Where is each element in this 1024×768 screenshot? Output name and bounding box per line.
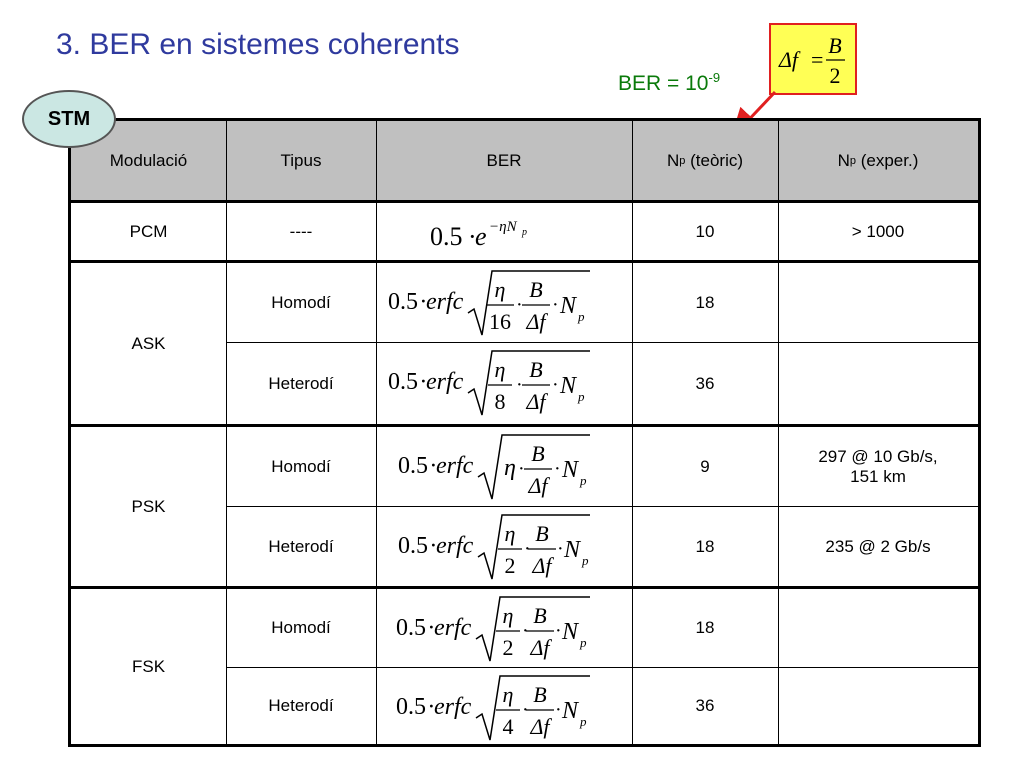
cell-mod-fsk: FSK (131, 656, 166, 676)
formula-dot: · (516, 294, 523, 316)
formula-dot: · (524, 538, 531, 560)
cell-np-teoric-psk-homo: 9 (700, 456, 710, 476)
formula-b: B (533, 682, 547, 707)
formula-eta-den: 2 (504, 553, 516, 578)
formula-coef: 0.5 (396, 615, 426, 641)
delta-f-denominator: 2 (829, 63, 841, 88)
formula-dot: · (552, 374, 559, 396)
formula-eta: η (504, 455, 516, 481)
cell-np-teoric-fsk-homo: 18 (695, 618, 715, 637)
formula-dot: · (518, 458, 525, 480)
delta-f-formula-box (769, 23, 857, 95)
header-np-teoric (632, 121, 778, 200)
formula-dot: · (468, 222, 477, 251)
formula-fn: ·erfc (420, 369, 464, 395)
cell-np-teoric-psk-hetero: 18 (695, 536, 715, 556)
formula-n: N (562, 619, 579, 645)
cell-np-teoric-ask-homo: 18 (695, 292, 715, 312)
np-teoric-sub: p (679, 154, 686, 167)
cell-np-teoric-pcm: 10 (695, 221, 715, 241)
formula-psk-homo (376, 427, 632, 506)
np-exper-line1: 297 @ 10 Gb/s, (818, 446, 938, 466)
cell-tipus-psk-homo: Homodí (271, 456, 331, 476)
formula-dot: · (555, 699, 562, 721)
formula-p: p (580, 635, 587, 650)
formula-coef: 0.5 (430, 222, 463, 251)
np-exper-line2: 151 km (850, 466, 906, 486)
cell-np-exper-ask-hetero (778, 343, 978, 424)
formula-b: B (529, 277, 543, 302)
cell-np-exper-fsk-hetero (778, 668, 978, 744)
cell-tipus-psk-hetero: Heterodí (268, 536, 334, 556)
formula-ask-hetero (376, 343, 632, 424)
formula-n: N (562, 698, 579, 724)
formula-fn: ·erfc (430, 533, 474, 559)
cell-mod-pcm: PCM (129, 221, 168, 241)
cell-np-teoric-fsk-hetero: 36 (695, 696, 715, 715)
formula-df: Δf (526, 309, 546, 334)
header-tipus: Tipus (280, 150, 322, 170)
cell-tipus-ask-homo: Homodí (271, 292, 331, 312)
formula-df: Δf (526, 389, 546, 414)
formula-p: p (582, 553, 589, 568)
header-ber: BER (486, 150, 522, 170)
cell-tipus-fsk-hetero: Heterodí (268, 696, 334, 715)
formula-n: N (560, 293, 577, 319)
cell-tipus-fsk-homo: Homodí (271, 618, 331, 637)
header-modulacio: Modulació (109, 150, 188, 170)
formula-df: Δf (532, 553, 552, 578)
cell-tipus-pcm: ---- (289, 221, 313, 241)
formula-p: p (580, 473, 587, 488)
cell-np-exper-fsk-homo (778, 589, 978, 667)
formula-psk-hetero (376, 507, 632, 586)
formula-eta-den: 16 (489, 309, 511, 334)
formula-fn: ·erfc (430, 453, 474, 479)
formula-exp: −ηN (489, 219, 517, 235)
formula-fn: ·erfc (428, 694, 472, 720)
formula-coef: 0.5 (388, 289, 418, 315)
formula-dot: · (522, 620, 529, 642)
formula-eta: η (504, 521, 516, 546)
formula-p: p (578, 309, 585, 324)
formula-dot: · (554, 458, 561, 480)
formula-dot: · (555, 620, 562, 642)
formula-b: B (533, 603, 547, 628)
formula-coef: 0.5 (396, 694, 426, 720)
cell-np-teoric-ask-hetero: 36 (695, 373, 715, 393)
header-np-exper (778, 121, 978, 200)
formula-n: N (562, 457, 579, 483)
formula-b: B (531, 441, 545, 466)
cell-tipus-ask-hetero: Heterodí (268, 373, 334, 393)
np-teoric-base: N (666, 150, 680, 170)
formula-b: B (535, 521, 549, 546)
formula-coef: 0.5 (388, 369, 418, 395)
formula-coef: 0.5 (398, 453, 428, 479)
formula-dot: · (516, 374, 523, 396)
ber-note-prefix: BER = 10 (618, 72, 709, 95)
formula-eta: η (494, 357, 506, 382)
cell-np-exper-psk-hetero: 235 @ 2 Gb/s (825, 536, 931, 556)
formula-df: Δf (530, 714, 550, 739)
formula-dot: · (557, 538, 564, 560)
formula-fsk-homo (376, 589, 632, 667)
np-exper-sub: p (849, 154, 857, 167)
formula-eta-den: 8 (494, 389, 506, 414)
ber-note-exponent: -9 (708, 70, 721, 85)
formula-eta-den: 4 (502, 714, 514, 739)
formula-ask-homo (376, 263, 632, 342)
formula-fsk-hetero (376, 668, 632, 744)
formula-fn: ·erfc (420, 289, 464, 315)
cell-np-exper-ask-homo (778, 263, 978, 342)
slide-title: 3. BER en sistemes coherents (56, 28, 460, 61)
formula-exp-sub: p (522, 227, 527, 238)
formula-eta: η (502, 682, 514, 707)
ber-table (68, 118, 981, 747)
formula-fn: ·erfc (428, 615, 472, 641)
formula-n: N (564, 537, 581, 563)
np-teoric-rest: (teòric) (685, 150, 744, 170)
formula-eta: η (502, 603, 514, 628)
delta-f-equals: = (811, 47, 824, 72)
formula-p: p (580, 714, 587, 729)
formula-n: N (560, 373, 577, 399)
ber-target-note (618, 70, 720, 96)
formula-df: Δf (530, 635, 550, 660)
formula-df: Δf (528, 473, 548, 498)
cell-mod-ask: ASK (131, 333, 166, 353)
cell-np-exper-psk-homo (778, 427, 978, 506)
formula-eta: η (494, 277, 506, 302)
delta-f-numerator: B (828, 33, 842, 58)
formula-p: p (578, 389, 585, 404)
formula-coef: 0.5 (398, 533, 428, 559)
formula-e: e (475, 222, 487, 251)
np-exper-base: N (837, 150, 850, 170)
formula-eta-den: 2 (502, 635, 514, 660)
cell-mod-psk: PSK (131, 496, 166, 516)
formula-dot: · (522, 699, 529, 721)
stm-badge: STM (22, 90, 116, 148)
delta-f-lhs: Δf (779, 47, 799, 72)
delta-f-formula (771, 25, 855, 93)
formula-dot: · (552, 294, 559, 316)
cell-np-exper-pcm: > 1000 (851, 221, 905, 241)
formula-pcm (376, 203, 632, 260)
formula-b: B (529, 357, 543, 382)
np-exper-rest: (exper.) (856, 150, 919, 170)
